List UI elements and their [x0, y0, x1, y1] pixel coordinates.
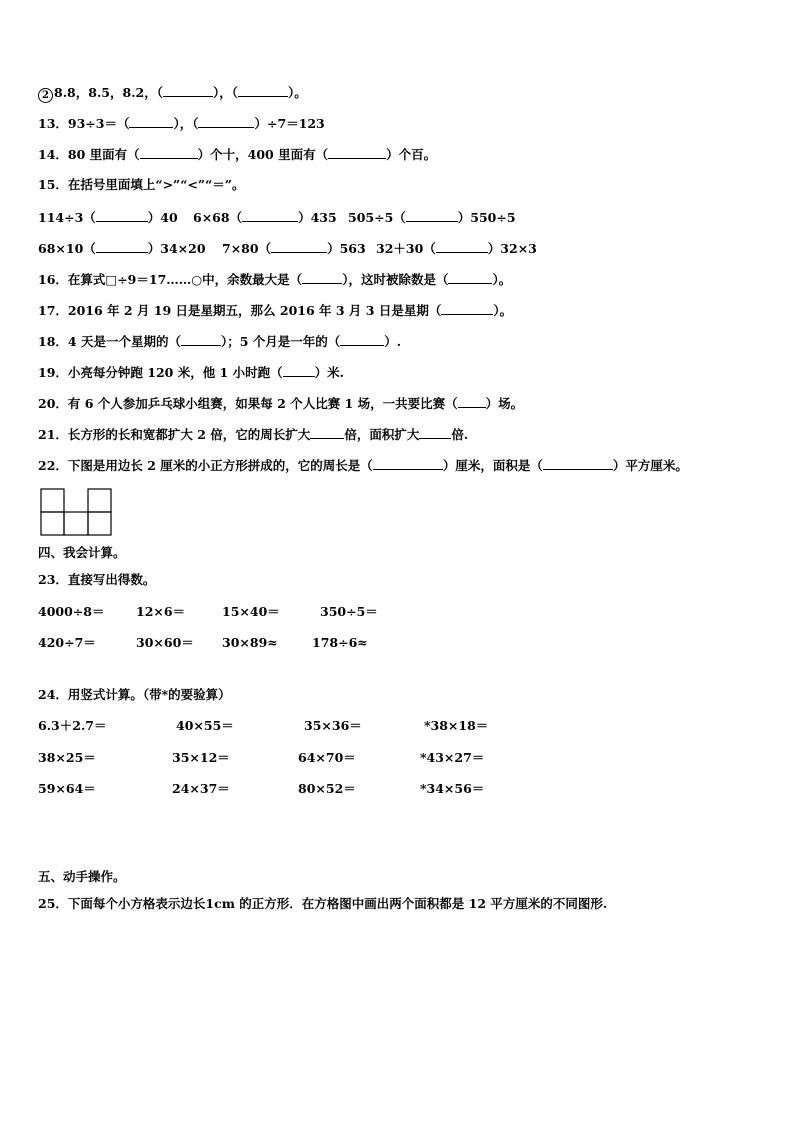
answer-blank[interactable]: [458, 395, 486, 408]
calc-item: 35×12＝: [172, 750, 230, 765]
calc-item: 24×37＝: [172, 781, 230, 796]
calc-item: *38×18＝: [424, 718, 489, 733]
compare-item: 114÷3（ ）40: [38, 210, 178, 225]
question-25: 25．下面每个小方格表示边长1cm 的正方形．在方格图中画出两个面积都是 12 平方厘米的不同图形.: [38, 896, 608, 911]
calc-item: 59×64＝: [38, 781, 96, 796]
answer-blank[interactable]: [96, 240, 148, 253]
figure-square: [41, 489, 64, 512]
answer-blank[interactable]: [163, 84, 213, 97]
compare-item: 505÷5（ ）550÷5: [348, 210, 516, 225]
section-heading-5: 五、动手操作。: [38, 869, 126, 884]
answer-blank[interactable]: [181, 333, 221, 346]
compare-item: 32＋30（ ）32×3: [376, 241, 537, 256]
answer-blank[interactable]: [238, 84, 288, 97]
figure-square: [88, 512, 111, 535]
figure-square: [64, 512, 88, 535]
answer-blank[interactable]: [328, 146, 386, 159]
question-15-title: 15．在括号里面填上“>”“<”“＝”。: [38, 177, 245, 192]
calc-item: 15×40＝: [222, 604, 280, 619]
question-18: 18．4 天是一个星期的（ ）；5 个月是一年的（ ）.: [38, 334, 402, 349]
answer-blank[interactable]: [441, 302, 493, 315]
calc-item: 35×36＝: [304, 718, 362, 733]
answer-blank[interactable]: [198, 115, 254, 128]
compare-item: 7×80（ ）563: [222, 241, 366, 256]
answer-blank[interactable]: [310, 426, 344, 439]
calc-item: 178÷6≈: [312, 635, 368, 650]
circled-number: 2: [38, 88, 53, 103]
section-heading-4: 四、我会计算。: [38, 545, 126, 560]
answer-blank[interactable]: [436, 240, 488, 253]
calc-item: 30×60＝: [136, 635, 194, 650]
compare-item: 68×10（ ）34×20: [38, 241, 206, 256]
calc-item: 12×6＝: [136, 604, 186, 619]
answer-blank[interactable]: [543, 457, 613, 470]
answer-blank[interactable]: [242, 209, 298, 222]
answer-blank[interactable]: [283, 364, 315, 377]
square-figure: [40, 488, 112, 536]
question-12: 2 8.8，8.5，8.2，（ ），（ ）。: [38, 84, 307, 103]
figure-square: [88, 489, 111, 512]
answer-blank[interactable]: [340, 333, 384, 346]
answer-blank[interactable]: [271, 240, 327, 253]
question-21: 21．长方形的长和宽都扩大 2 倍，它的周长扩大 倍，面积扩大 倍.: [38, 427, 469, 442]
calc-item: 40×55＝: [176, 718, 234, 733]
calc-item: 30×89≈: [222, 635, 278, 650]
question-24-title: 24．用竖式计算。（带*的要验算）: [38, 687, 231, 702]
answer-blank[interactable]: [419, 426, 451, 439]
question-20: 20．有 6 个人参加乒乓球小组赛，如果每 2 个人比赛 1 场，一共要比赛（ ）场。: [38, 396, 524, 411]
calc-item: 420÷7＝: [38, 635, 96, 650]
question-16: 16．在算式□÷9＝17……○中，余数最大是（ ），这时被除数是（ ）。: [38, 272, 512, 287]
calc-item: 64×70＝: [298, 750, 356, 765]
figure-square: [41, 512, 64, 535]
answer-blank[interactable]: [448, 271, 492, 284]
calc-item: *34×56＝: [420, 781, 485, 796]
compare-item: 6×68（ ）435: [193, 210, 337, 225]
question-19: 19．小亮每分钟跑 120 米，他 1 小时跑（ ）米.: [38, 365, 344, 380]
question-23-title: 23．直接写出得数。: [38, 572, 156, 587]
answer-blank[interactable]: [302, 271, 342, 284]
calc-item: 38×25＝: [38, 750, 96, 765]
calc-item: 4000÷8＝: [38, 604, 105, 619]
question-17: 17．2016 年 2 月 19 日是星期五，那么 2016 年 3 月 3 日是星期（ ）。: [38, 303, 513, 318]
answer-blank[interactable]: [129, 115, 173, 128]
answer-blank[interactable]: [96, 209, 148, 222]
question-22: 22．下图是用边长 2 厘米的小正方形拼成的，它的周长是（ ）厘米，面积是（ ）平方厘米。: [38, 458, 688, 473]
calc-item: 6.3＋2.7＝: [38, 718, 107, 733]
calc-item: 350÷5＝: [320, 604, 378, 619]
answer-blank[interactable]: [373, 457, 443, 470]
answer-blank[interactable]: [140, 146, 198, 159]
question-13: 13．93÷3＝（ ），（ ）÷7＝123: [38, 116, 325, 131]
calc-item: *43×27＝: [420, 750, 485, 765]
answer-blank[interactable]: [406, 209, 458, 222]
calc-item: 80×52＝: [298, 781, 356, 796]
question-14: 14．80 里面有（ ）个十，400 里面有（ ）个百。: [38, 147, 437, 162]
